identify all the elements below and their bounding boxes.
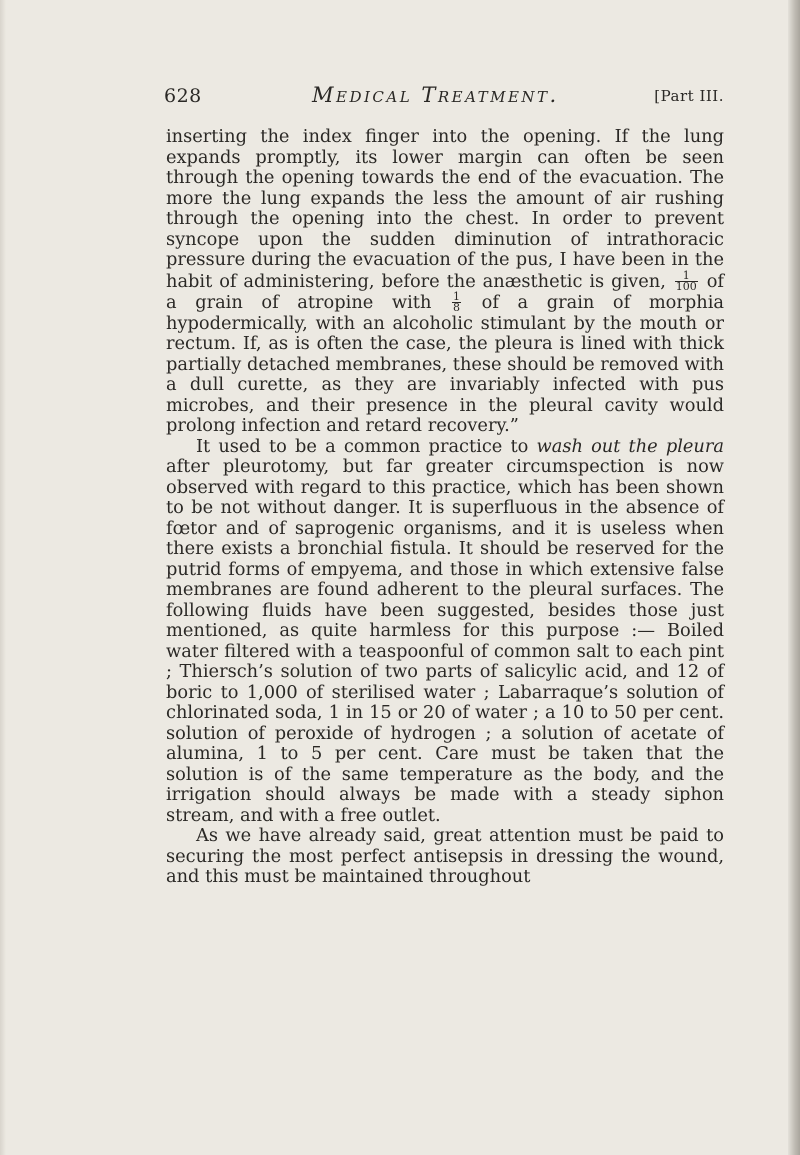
paragraph-1-text-b: of a grain of atropine with [166, 270, 725, 313]
fraction-denominator: 8 [453, 301, 461, 314]
running-header [164, 85, 724, 115]
paragraph-1 [166, 127, 724, 437]
paragraph-1-text-c: of a grain of morphia hypodermically, with an alcoholic stimulant by the mouth or rectum. If, as is often the case, the pleura is lined with thick partially detached membranes, these should be removed with a dull curette, as they are invariably infected with pus microbes, and their presence in the pleural cavity would prolong infection and retard recovery.” [166, 292, 725, 436]
paragraph-3: As we have already said, great attention must be paid to securing the most perfect antisepsis in dressing the wound, and this must be maintained throughout [166, 825, 724, 887]
fraction-denominator: 100 [675, 279, 697, 293]
paragraph-2-emphasis: wash out the pleura [536, 435, 724, 457]
fraction-numerator: 1 [453, 290, 461, 303]
paragraph-2-lead: It used to be a common practice to [196, 435, 529, 457]
fraction-one-eighth [452, 292, 461, 313]
running-title: Medical Treatment. [312, 83, 559, 107]
page-gutter-shadow [0, 0, 6, 1155]
body-text [166, 127, 724, 888]
part-label: [Part III. [654, 87, 724, 105]
paragraph-1-text-a: inserting the index finger into the opening. If the lung expands promptly, its lower margin can often be seen through the opening towards the end of the evacuation. The more the lung expands the less the amount of air rushing through the opening into the chest. In order to prevent syncope upon the sudden diminution of intrathoracic pressure during the evacuation of the pus, I have been in the habit of administering, before the anæsthetic is given, [166, 126, 724, 292]
fraction-numerator: 1 [675, 271, 698, 282]
page-edge-shadow [788, 0, 800, 1155]
page-number: 628 [164, 85, 202, 107]
paragraph-2-rest: after pleurotomy, but far greater circumspection is now observed with regard to this practice, which has been shown to be not without danger. It is superfluous in the absence of fœtor and of saprogenic organisms, and it is useless when there exists a bronchial fistula. It should be reserved for the putrid forms of empyema, and those in which extensive false membranes are found adherent to the pleural surfaces. The following fluids have been suggested, besides those just mentioned, as quite harmless for this purpose :— Boiled water filtered with a teaspoonful of common salt to each pint ; Thiersch’s solution of two parts of salicylic acid, and 12 of boric to 1,000 of sterilised water ; Labarraque’s solution of chlorinated soda, 1 in 15 or 20 of water ; a 10 to 50 per cent. solution of peroxide of hydrogen ; a solution of acetate of alumina, 1 to 5 per cent. Care must be taken that the solution is of the same temperature as the body, and the irrigation should always be made with a steady siphon stream, and with a free outlet. [166, 456, 724, 826]
paragraph-2 [166, 437, 724, 827]
fraction-one-hundredth [675, 268, 698, 293]
